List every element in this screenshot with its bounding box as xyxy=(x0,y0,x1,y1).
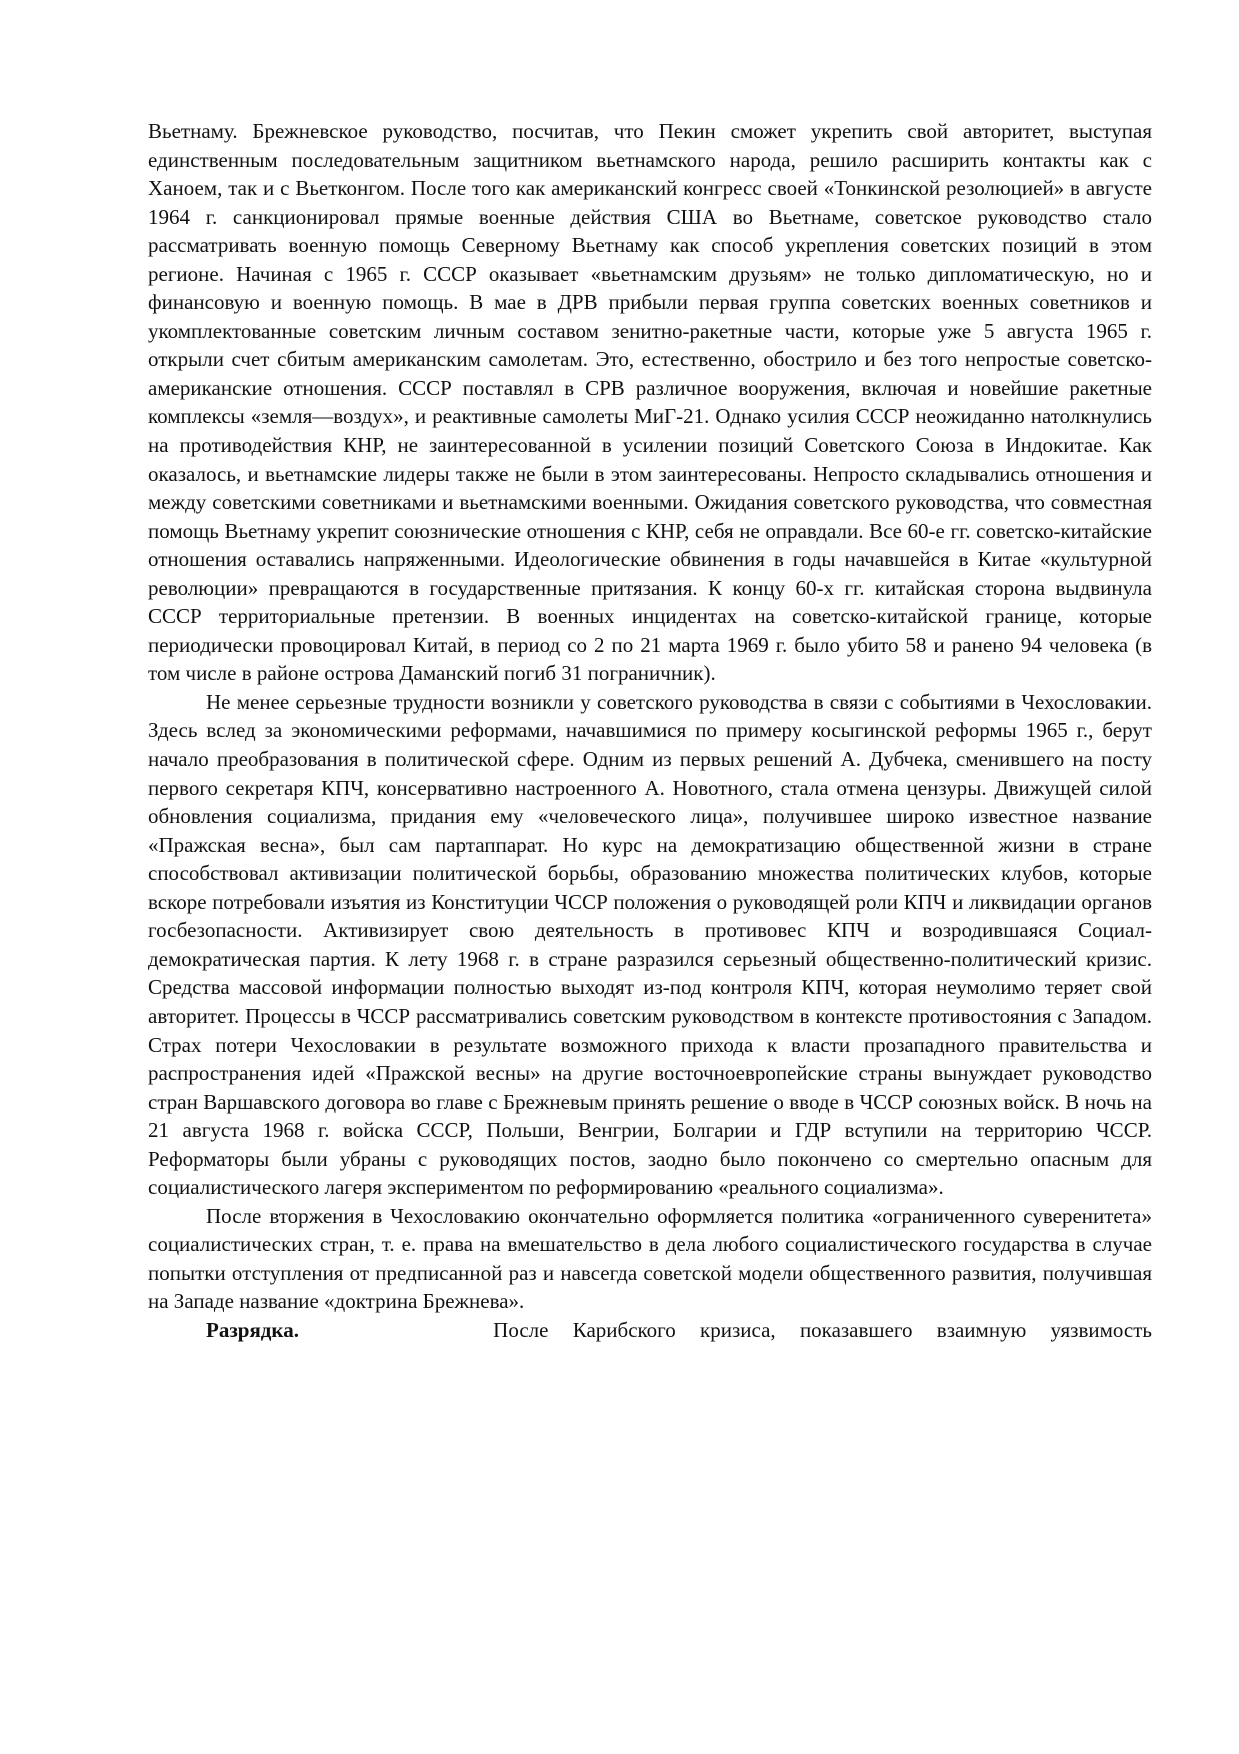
paragraph-limited-sovereignty: После вторжения в Чехословакию окончательно оформляется политика «ограниченного суверенитета» социалистических стран, т. е. права на вмешательство в дела любого социалистического государства в случае попытки отступления от предписанной раз и навсегда советской модели общественного развития, получившая на Западе название «доктрина Брежнева». xyxy=(148,1203,1152,1314)
section-heading-detente: Разрядка. xyxy=(206,1317,299,1342)
paragraph-detente xyxy=(148,1316,1152,1345)
paragraph-vietnam: Вьетнаму. Брежневское руководство, посчитав, что Пекин сможет укрепить свой авторитет, выступая единственным последовательным защитником вьетнамского народа, решило расширить контакты как с Ханоем, так и с Вьетконгом. После того как американский конгресс своей «Тонкинской резолюцией» в августе 1964 г. санкционировал прямые военные действия США во Вьетнаме, советское руководство стало рассматривать военную помощь Северному Вьетнаму как способ укрепления советских позиций в этом регионе. Начиная с 1965 г. СССР оказывает «вьетнамским друзьям» не только дипломатическую, но и финансовую и военную помощь. В мае в ДРВ прибыли первая группа советских военных советников и укомплектованные советским личным составом зенитно-ракетные части, которые уже 5 августа 1965 г. открыли счет сбитым американским самолетам. Это, естественно, обострило и без того непростые советско-американские отношения. СССР поставлял в СРВ различное вооружения, включая и новейшие ракетные комплексы «земля—воздух», и реактивные самолеты МиГ-21. Однако усилия СССР неожиданно натолкнулись на противодействия КНР, не заинтересованной в усилении позиций Советского Союза в Индокитае. Как оказалось, и вьетнамские лидеры также не были в этом заинтересованы. Непросто складывались отношения и между советскими советниками и вьетнамскими военными. Ожидания советского руководства, что совместная помощь Вьетнаму укрепит союзнические отношения с КНР, себя не оправдали. Все 60-е гг. советско-китайские отношения оставались напряженными. Идеологические обвинения в годы начавшейся в Китае «культурной революции» превращаются в государственные притязания. К концу 60-х гг. китайская сторона выдвинула СССР территориальные претензии. В военных инцидентах на советско-китайской границе, которые периодически провоцировал Китай, в период со 2 по 21 марта 1969 г. было убито 58 и ранено 94 человека (в том числе в районе острова Даманский погиб 31 пограничник). xyxy=(148,119,1152,686)
paragraph-czechoslovakia: Не менее серьезные трудности возникли у советского руководства в связи с событиями в Чехословакии. Здесь вслед за экономическими реформами, начавшимися по примеру косыгинской реформы 1965 г., берут начало преобразования в политической сфере. Одним из первых решений А. Дубчека, сменившего на посту первого секретаря КПЧ, консервативно настроенного А. Новотного, стала отмена цензуры. Движущей силой обновления социализма, придания ему «человеческого лица», получившее широко известное название «Пражская весна», был сам партаппарат. Но курс на демократизацию общественной жизни в стране способствовал активизации политической борьбы, образованию множества политических клубов, которые вскоре потребовали изъятия из Конституции ЧССР положения о руководящей роли КПЧ и ликвидации органов госбезопасности. Активизирует свою деятельность в противовес КПЧ и возродившаяся Социал-демократическая партия. К лету 1968 г. в стране разразился серьезный общественно-политический кризис. Средства массовой информации полностью выходят из-под контроля КПЧ, которая неумолимо теряет свой авторитет. Процессы в ЧССР рассматривались советским руководством в контексте противостояния с Западом. Страх потери Чехословакии в результате возможного прихода к власти прозападного правительства и распространения идей «Пражской весны» на другие восточноевропейские страны вынуждает руководство стран Варшавского договора во главе с Брежневым принять решение о вводе в ЧССР союзных войск. В ночь на 21 августа 1968 г. войска СССР, Польши, Венгрии, Болгарии и ГДР вступили на территорию ЧССР. Реформаторы были убраны с руководящих постов, заодно было покончено со смертельно опасным для социалистического лагеря экспериментом по реформированию «реального социализма». xyxy=(148,689,1152,1200)
document-page xyxy=(148,117,1152,1345)
paragraph-detente-text: После Карибского кризиса, показавшего взаимную уязвимость xyxy=(493,1317,1153,1342)
